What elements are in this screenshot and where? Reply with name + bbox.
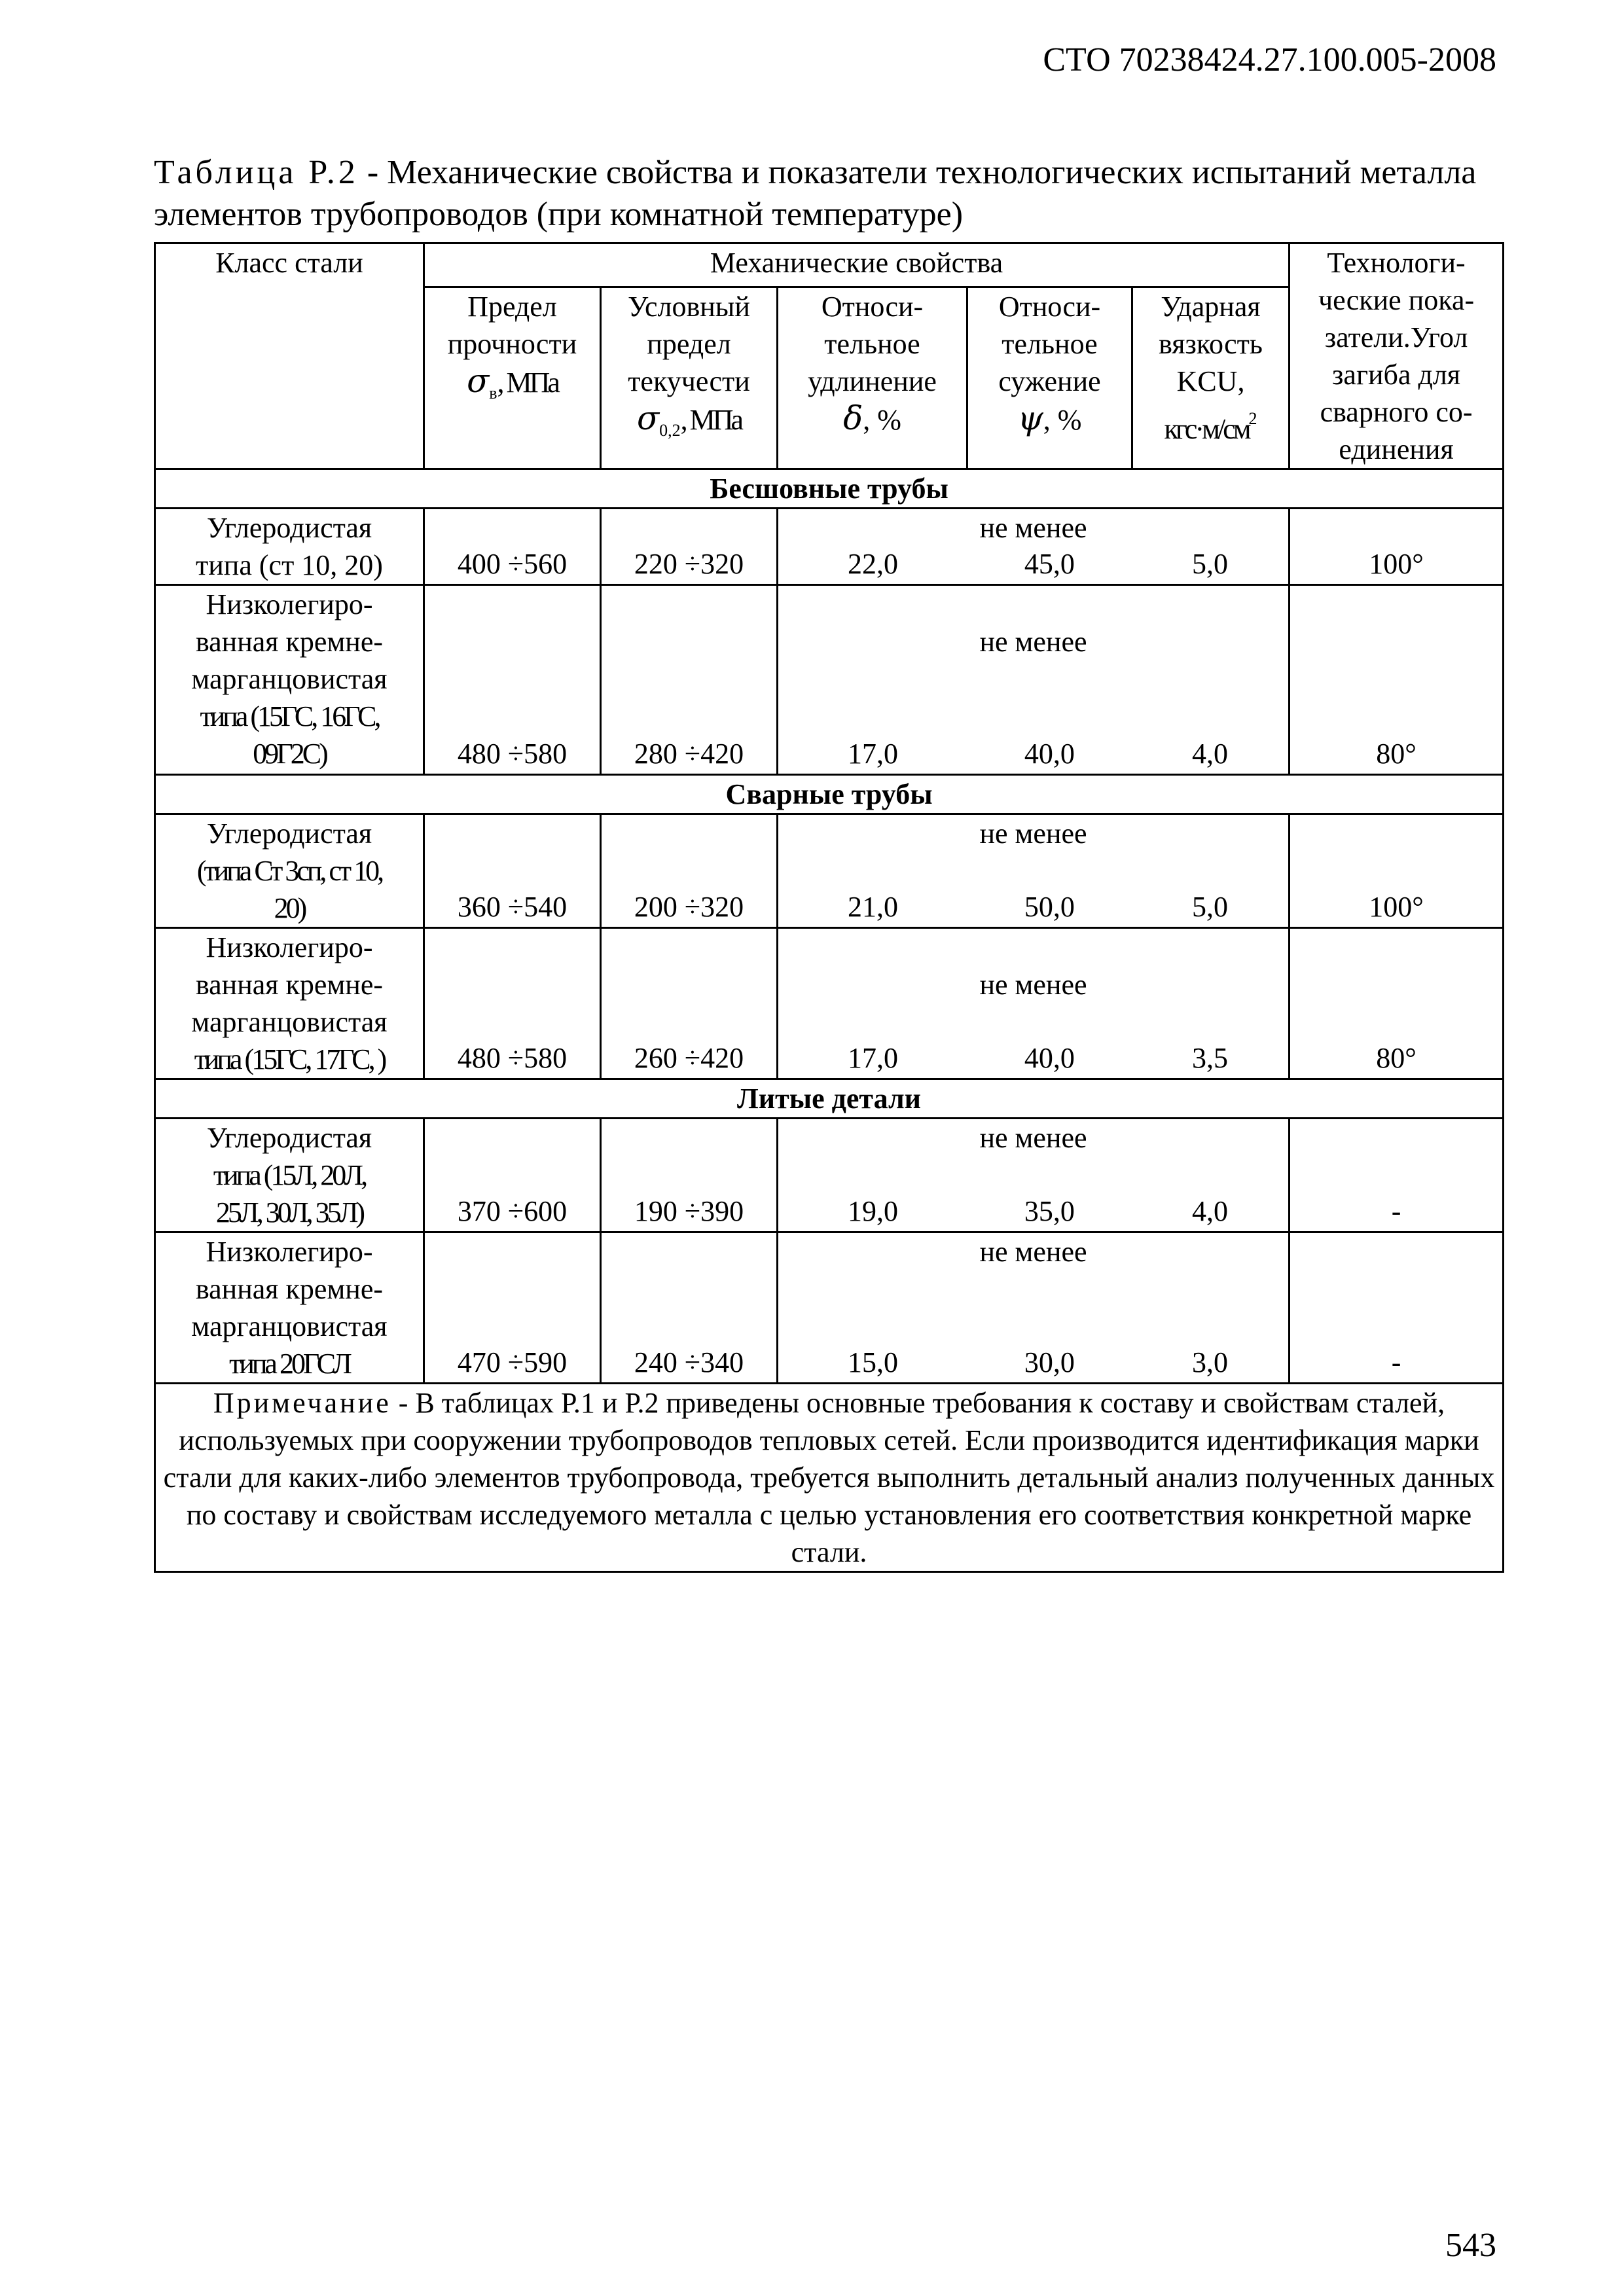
steel-line: типа (15ГС, 16ГС, (200, 700, 379, 732)
header-formula (782, 400, 962, 439)
yield-cell (601, 585, 778, 775)
header-line: предел (647, 327, 731, 360)
bend-cell (1290, 1119, 1504, 1232)
header-steel-class: Класс стали (155, 243, 424, 469)
table-caption (154, 152, 1502, 236)
header-line: удлинение (808, 365, 937, 397)
reduction-value: 30,0 (1024, 1346, 1075, 1378)
header-line: тельное (1001, 327, 1098, 360)
ultimate-cell (424, 814, 601, 928)
cell-value: 280 ÷420 (634, 738, 744, 770)
not-less-label: не менее (979, 626, 1087, 658)
not-less-group (778, 1232, 1290, 1384)
document-code: СТО 70238424.27.100.005-2008 (1043, 41, 1496, 79)
cell-value: 470 ÷590 (457, 1346, 568, 1378)
unit: , МПа (497, 366, 558, 399)
reduction-value: 40,0 (1024, 1042, 1075, 1074)
delta-symbol: δ (843, 399, 863, 437)
header-line: Относи- (998, 290, 1101, 323)
steel-line: Углеродистая (206, 512, 372, 544)
yield-cell (601, 509, 778, 585)
header-line: прочности (447, 327, 577, 360)
unit: кгс·м/см (1164, 412, 1249, 445)
unit: , % (1043, 403, 1082, 436)
subscript: 0,2 (659, 420, 681, 440)
header-tech-line: загиба для (1332, 359, 1461, 391)
subscript: в (489, 383, 497, 403)
not-less-group (778, 814, 1290, 928)
cell-value: 100° (1369, 891, 1424, 923)
table-caption-label: Таблица Р.2 (154, 154, 359, 191)
header-tech-indicators (1290, 243, 1504, 469)
not-less-group (778, 509, 1290, 585)
not-less-values (778, 545, 1288, 583)
not-less-values (778, 888, 1288, 925)
yield-cell (601, 1119, 778, 1232)
elongation-value: 15,0 (847, 1346, 898, 1378)
steel-class-cell (155, 585, 424, 775)
steel-line: Низколегиро- (206, 588, 373, 620)
cell-value: 220 ÷320 (634, 548, 744, 580)
steel-line: (типа Ст 3сп, ст 10, (196, 855, 382, 887)
bend-cell (1290, 928, 1504, 1079)
steel-line: ванная кремне- (195, 1273, 384, 1305)
not-less-label: не менее (979, 1122, 1087, 1154)
header-tech-line: ческие пока- (1318, 284, 1475, 316)
steel-line: ванная кремне- (195, 626, 384, 658)
cell-value: 80° (1376, 738, 1416, 770)
table-row (155, 1232, 1504, 1384)
not-less-group (778, 928, 1290, 1079)
cell-value: 240 ÷340 (634, 1346, 744, 1378)
table-note (155, 1384, 1504, 1572)
not-less-values (778, 1193, 1288, 1230)
not-less-label: не менее (979, 817, 1087, 850)
superscript: 2 (1248, 408, 1257, 428)
cell-value: 370 ÷600 (457, 1195, 568, 1227)
steel-line: марганцовистая (191, 663, 388, 695)
steel-line: Углеродистая (206, 1122, 372, 1154)
steel-line: марганцовистая (191, 1310, 388, 1342)
ultimate-cell (424, 585, 601, 775)
cell-value: 400 ÷560 (457, 548, 568, 580)
header-tech-line: затели.Угол (1324, 321, 1468, 353)
cell-value: - (1391, 1195, 1401, 1227)
cell-value: - (1391, 1346, 1401, 1378)
table-caption-text: Механические свойства и показатели технологических испытаний металла элементов трубопроводов (при комнатной температуре) (154, 154, 1477, 233)
table-row (155, 814, 1504, 928)
section-title: Бесшовные трубы (155, 469, 1504, 509)
impact-value: 4,0 (1192, 1195, 1228, 1227)
header-tech-line: Технологи- (1327, 247, 1466, 279)
steel-line: типа (ст 10, 20) (196, 549, 383, 581)
ultimate-cell (424, 928, 601, 1079)
impact-value: 4,0 (1192, 738, 1228, 770)
section-row (155, 1079, 1504, 1119)
header-formula (429, 363, 596, 412)
not-less-group (778, 1119, 1290, 1232)
steel-class-cell (155, 928, 424, 1079)
header-yield-strength (601, 287, 778, 469)
page-number: 543 (1445, 2227, 1496, 2264)
header-elongation (778, 287, 967, 469)
header-line: Предел (467, 290, 557, 323)
not-less-group (778, 585, 1290, 775)
not-less-values (778, 1344, 1288, 1381)
sigma-symbol: σ (636, 399, 660, 437)
elongation-value: 22,0 (847, 548, 898, 580)
reduction-value: 35,0 (1024, 1195, 1075, 1227)
header-formula (1137, 400, 1284, 448)
ultimate-cell (424, 1232, 601, 1384)
not-less-values (778, 1039, 1288, 1077)
header-tech-line: сварного со- (1320, 396, 1473, 428)
table-row (155, 1119, 1504, 1232)
reduction-value: 45,0 (1024, 548, 1075, 580)
header-line: Ударная (1161, 290, 1261, 323)
header-formula (605, 400, 772, 449)
not-less-label: не менее (979, 969, 1087, 1001)
reduction-value: 40,0 (1024, 738, 1075, 770)
header-line: Относи- (821, 290, 924, 323)
reduction-value: 50,0 (1024, 891, 1075, 923)
steel-line: ванная кремне- (195, 969, 384, 1001)
yield-cell (601, 928, 778, 1079)
note-text: - В таблицах Р.1 и Р.2 приведены основные требования к составу и свойствам сталей, используемых при сооружении трубопроводов тепловых сетей. Если производится идентификация марки стали для каких-либо элементов трубопровода, требуется выполнить детальный анализ полученных данных по составу и свойствам исследуемого металла с целью установления его соответствия конкретной марке стали. (163, 1387, 1495, 1568)
cell-value: 480 ÷580 (457, 1042, 568, 1074)
impact-value: 3,0 (1192, 1346, 1228, 1378)
not-less-label: не менее (979, 1236, 1087, 1268)
bend-cell (1290, 509, 1504, 585)
cell-value: 260 ÷420 (634, 1042, 744, 1074)
steel-class-cell (155, 1119, 424, 1232)
steel-line: Низколегиро- (206, 931, 373, 963)
mechanical-properties-table (154, 242, 1504, 1573)
table-row (155, 585, 1504, 775)
steel-line: 20) (274, 892, 305, 924)
not-less-values (778, 735, 1288, 772)
bend-cell (1290, 1232, 1504, 1384)
steel-line: типа (15Л, 20Л, (213, 1159, 366, 1191)
note-row (155, 1384, 1504, 1572)
psi-symbol: ψ (1017, 399, 1043, 437)
header-formula (972, 400, 1127, 439)
sigma-symbol: σ (467, 361, 490, 400)
header-line: KCU, (1176, 365, 1245, 397)
unit: , МПа (680, 403, 742, 436)
bend-cell (1290, 585, 1504, 775)
header-line: вязкость (1159, 327, 1263, 360)
elongation-value: 21,0 (847, 891, 898, 923)
header-row-1 (155, 243, 1504, 287)
cell-value: 80° (1376, 1042, 1416, 1074)
yield-cell (601, 814, 778, 928)
header-line: текучести (628, 365, 750, 397)
steel-line: 25Л, 30Л, 35Л) (215, 1196, 363, 1229)
ultimate-cell (424, 1119, 601, 1232)
header-line: сужение (998, 365, 1101, 397)
table-row (155, 509, 1504, 585)
steel-class-cell (155, 509, 424, 585)
unit: , % (863, 403, 901, 436)
elongation-value: 19,0 (847, 1195, 898, 1227)
section-title: Сварные трубы (155, 775, 1504, 814)
steel-line: Углеродистая (206, 817, 372, 850)
impact-value: 5,0 (1192, 891, 1228, 923)
bend-cell (1290, 814, 1504, 928)
header-impact-toughness (1132, 287, 1290, 469)
section-row (155, 775, 1504, 814)
header-ultimate-strength (424, 287, 601, 469)
cell-value: 200 ÷320 (634, 891, 744, 923)
steel-class-cell (155, 1232, 424, 1384)
note-label: Примечание (213, 1387, 391, 1419)
cell-value: 360 ÷540 (457, 891, 568, 923)
impact-value: 5,0 (1192, 548, 1228, 580)
header-line: тельное (824, 327, 920, 360)
cell-value: 100° (1369, 548, 1424, 580)
steel-line: типа (15ГС, 17ГС, ) (194, 1043, 385, 1075)
steel-line: 09Г2С) (253, 738, 326, 770)
section-row (155, 469, 1504, 509)
header-line: Условный (628, 290, 750, 323)
section-title: Литые детали (155, 1079, 1504, 1119)
elongation-value: 17,0 (847, 1042, 898, 1074)
table-row (155, 928, 1504, 1079)
steel-class-cell (155, 814, 424, 928)
steel-line: типа 20ГСЛ (229, 1348, 350, 1380)
header-reduction (967, 287, 1132, 469)
yield-cell (601, 1232, 778, 1384)
table-caption-dash: - (358, 154, 388, 191)
ultimate-cell (424, 509, 601, 585)
cell-value: 190 ÷390 (634, 1195, 744, 1227)
impact-value: 3,5 (1192, 1042, 1228, 1074)
header-mech-props: Механические свойства (424, 243, 1290, 287)
steel-line: Низколегиро- (206, 1236, 373, 1268)
elongation-value: 17,0 (847, 738, 898, 770)
not-less-label: не менее (979, 512, 1087, 544)
header-tech-line: единения (1339, 433, 1454, 465)
cell-value: 480 ÷580 (457, 738, 568, 770)
steel-line: марганцовистая (191, 1006, 388, 1038)
